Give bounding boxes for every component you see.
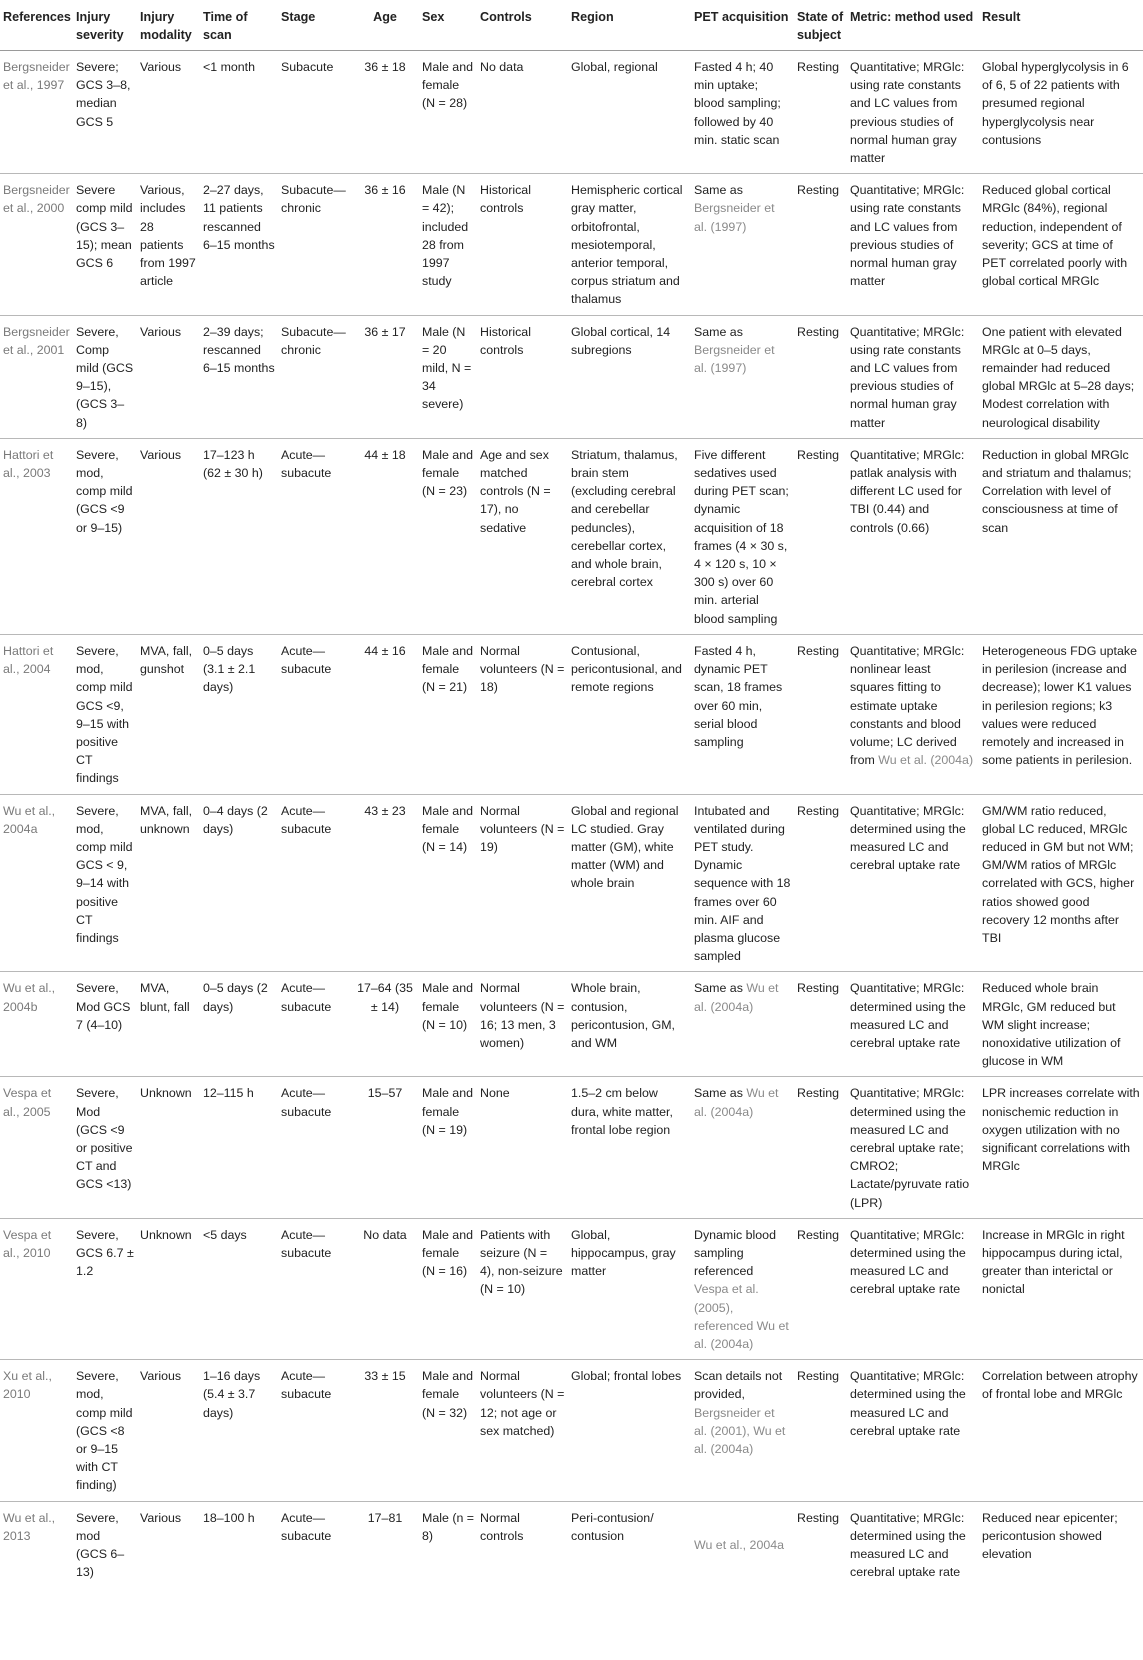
cell-state: Resting xyxy=(794,972,847,1077)
cell-reference: Vespa et al., 2010 xyxy=(0,1218,73,1359)
cell-result: Heterogeneous FDG uptake in perilesion (increase and decrease); lower K1 values in perilesion regions; k3 values were reduced remotely and increased in some patients in perilesion. xyxy=(979,634,1143,794)
cell-metric: Quantitative; MRGlc: determined using the measured LC and cerebral uptake rate; CMRO2; Lactate/pyruvate ratio (LPR) xyxy=(847,1077,979,1218)
sex-text: Male and female xyxy=(422,981,473,1014)
cell-age: 17–81 xyxy=(367,1510,403,1525)
cell-pet xyxy=(691,315,794,438)
cell-time: 0–5 days (3.1 ± 2.1 days) xyxy=(200,634,278,794)
cell-time: 12–115 h xyxy=(200,1077,278,1218)
sex-n: (N = 10) xyxy=(422,1017,468,1032)
pet-text: Intubated and ventilated during PET study. Dynamic sequence with 18 frames over 60 min. AIF and plasma glucose sampled xyxy=(694,803,791,964)
cell-severity: Severe, Mod (GCS <9 or positive CT and GCS <13) xyxy=(73,1077,137,1218)
cell-metric: Quantitative; MRGlc: patlak analysis with different LC used for TBI (0.44) and controls (0.66) xyxy=(847,438,979,634)
cell-pet xyxy=(691,438,794,634)
sex-text: Male and female xyxy=(422,1227,473,1260)
cell-pet xyxy=(691,1360,794,1501)
sex-n: (N = 23) xyxy=(422,484,468,499)
cell-stage: Acute—subacute xyxy=(278,794,351,972)
cell-state: Resting xyxy=(794,1077,847,1218)
cell-reference: Hattori et al., 2003 xyxy=(0,438,73,634)
cell-stage: Acute—subacute xyxy=(281,1510,332,1543)
cell-region: Global cortical, 14 subregions xyxy=(568,315,691,438)
cell-pet xyxy=(691,794,794,972)
cell-result: Global hyperglycolysis in 6 of 6, 5 of 22 patients with presumed regional hyperglycolysis near contusions xyxy=(979,51,1143,174)
cell-region: 1.5–2 cm below dura, white matter, frontal lobe region xyxy=(568,1077,691,1218)
cell-region: Global, regional xyxy=(568,51,691,174)
sex-text: Male and female xyxy=(422,643,473,677)
cell-pet xyxy=(691,1218,794,1359)
cell-time: 0–4 days (2 days) xyxy=(200,794,278,972)
cell-state: Resting xyxy=(794,634,847,794)
sex-n: (N = 21) xyxy=(422,680,468,695)
sex-text: Male and female xyxy=(422,447,473,481)
cell-state: Resting xyxy=(794,315,847,438)
pet-citation[interactable]: Vespa et al. (2005), referenced Wu et al. (2004a) xyxy=(694,1282,789,1351)
cell-modality: Unknown xyxy=(137,1077,200,1218)
cell-metric: Quantitative; MRGlc: using rate constants and LC values from previous studies of normal human gray matter xyxy=(847,174,979,315)
cell-modality: MVA, fall, gunshot xyxy=(137,634,200,794)
cell-modality: Various xyxy=(137,315,200,438)
table-row xyxy=(0,315,1143,438)
cell-sex xyxy=(419,315,477,438)
cell-stage: Acute—subacute xyxy=(278,1218,351,1359)
cell-controls: Normal volunteers (N = 19) xyxy=(477,794,568,972)
cell-state: Resting xyxy=(794,1218,847,1359)
cell-age: 36 ± 17 xyxy=(351,315,419,438)
cell-modality: Various xyxy=(137,1360,200,1501)
sex-text: Male and female xyxy=(422,803,473,836)
cell-sex xyxy=(419,1077,477,1218)
cell-stage: Subacute—chronic xyxy=(278,174,351,315)
cell-time: 17–123 h (62 ± 30 h) xyxy=(200,438,278,634)
cell-modality: MVA, blunt, fall xyxy=(137,972,200,1077)
cell-severity: Severe, mod, comp mild (GCS <8 or 9–15 with CT finding) xyxy=(73,1360,137,1501)
metric-citation[interactable]: Wu et al. (2004a) xyxy=(878,753,974,768)
cell-result: Reduced global cortical MRGlc (84%), regional reduction, independent of severity; GCS at time of PET correlated poorly with global cortical MRGlc xyxy=(979,174,1143,315)
cell-sex xyxy=(419,794,477,972)
sex-text: Male (N = 20 mild, N = 34 severe) xyxy=(422,324,472,412)
cell-severity: Severe, mod, comp mild GCS <9, 9–15 with positive CT findings xyxy=(73,634,137,794)
header-result: Result xyxy=(979,0,1143,51)
cell-severity: Severe, mod (GCS 6–13) xyxy=(76,1510,125,1580)
header-age: Age xyxy=(351,0,419,51)
cell-region: Hemispheric cortical gray matter, orbitofrontal, mesiotemporal, anterior temporal, corpus striatum and thalamus xyxy=(568,174,691,315)
pet-text: Same as xyxy=(694,981,743,996)
cell-state: Resting xyxy=(794,794,847,972)
header-injury-modality: Injury modality xyxy=(137,0,200,51)
cell-age: 15–57 xyxy=(351,1077,419,1218)
cell-result: Reduction in global MRGlc and striatum and thalamus; Correlation with level of consciousness at time of scan xyxy=(979,438,1143,634)
header-injury-severity: Injury severity xyxy=(73,0,137,51)
cell-stage: Subacute xyxy=(278,51,351,174)
header-metric: Metric: method used xyxy=(847,0,979,51)
cell-sex xyxy=(419,1360,477,1501)
cell-metric: Quantitative; MRGlc: determined using the measured LC and cerebral uptake rate xyxy=(847,1218,979,1359)
cell-sex xyxy=(419,51,477,174)
sex-n: (N = 14) xyxy=(422,839,468,854)
cell-age: 44 ± 18 xyxy=(351,438,419,634)
pet-citation[interactable]: Bergsneider et al. (2001), Wu et al. (2004a) xyxy=(694,1405,786,1457)
cell-reference: Xu et al., 2010 xyxy=(0,1360,73,1501)
cell-region: Global; frontal lobes xyxy=(568,1360,691,1501)
sex-text: Male and female xyxy=(422,1369,473,1402)
cell-state: Resting xyxy=(797,1510,840,1525)
cell-pet xyxy=(691,174,794,315)
cell-controls: Normal volunteers (N = 12; not age or sex matched) xyxy=(477,1360,568,1501)
cell-state: Resting xyxy=(794,51,847,174)
cell-severity: Severe, GCS 6.7 ± 1.2 xyxy=(73,1218,137,1359)
cell-modality: Various xyxy=(140,1510,182,1525)
cell-modality: Various, includes 28 patients from 1997 article xyxy=(137,174,200,315)
pet-text: Fasted 4 h; 40 min uptake; blood sampling; followed by 40 min. static scan xyxy=(694,60,781,147)
cell-sex xyxy=(419,972,477,1077)
cell-time: 18–100 h xyxy=(203,1510,255,1525)
cell-result: Reduced near epicenter; pericontusion showed elevation xyxy=(982,1510,1118,1562)
cell-reference: Bergsneider et al., 2001 xyxy=(0,315,73,438)
header-time-of-scan: Time of scan xyxy=(200,0,278,51)
cell-severity: Severe, Comp mild (GCS 9–15), (GCS 3–8) xyxy=(73,315,137,438)
sex-text: Male and female xyxy=(422,1086,473,1119)
cell-controls: Normal volunteers (N = 18) xyxy=(477,634,568,794)
table-row xyxy=(0,438,1143,634)
pet-text: Five different sedatives used during PET scan; dynamic acquisition of 18 frames (4 × 30 s, 4 × 120 s, 10 × 300 s) over 60 min. arterial blood sampling xyxy=(694,447,789,626)
header-row xyxy=(0,0,1143,51)
cell-metric: Quantitative; MRGlc: determined using the measured LC and cerebral uptake rate xyxy=(847,972,979,1077)
cell-sex xyxy=(419,438,477,634)
cell-controls: Historical controls xyxy=(477,174,568,315)
cell-severity: Severe; GCS 3–8, median GCS 5 xyxy=(73,51,137,174)
cell-sex xyxy=(419,634,477,794)
cell-reference: Wu et al., 2004b xyxy=(0,972,73,1077)
cell-state: Resting xyxy=(794,438,847,634)
cell-reference: Vespa et al., 2005 xyxy=(0,1077,73,1218)
sex-text: Male and female xyxy=(422,60,473,93)
cell-modality: Various xyxy=(137,51,200,174)
cell-stage: Acute—subacute xyxy=(278,1360,351,1501)
pet-citation[interactable]: Bergsneider et al. (1997) xyxy=(694,342,775,376)
header-stage: Stage xyxy=(278,0,351,51)
pet-text: Same as xyxy=(694,324,743,339)
sex-n: (N = 32) xyxy=(422,1405,468,1420)
pet-citation[interactable]: Wu et al. (2004a) xyxy=(694,1086,779,1119)
pet-citation[interactable]: Wu et al., 2004a xyxy=(694,1537,785,1552)
sex-text: Male xyxy=(422,1510,449,1525)
header-references: References xyxy=(0,0,73,51)
cell-stage: Acute—subacute xyxy=(278,972,351,1077)
pet-text: Same as xyxy=(694,183,743,198)
cell-severity: Severe comp mild (GCS 3–15); mean GCS 6 xyxy=(73,174,137,315)
cell-stage: Acute—subacute xyxy=(278,1077,351,1218)
header-controls: Controls xyxy=(477,0,568,51)
cell-age: 36 ± 16 xyxy=(351,174,419,315)
cell-age: 36 ± 18 xyxy=(351,51,419,174)
cell-controls: Historical controls xyxy=(477,315,568,438)
sex-n: (N = 19) xyxy=(422,1122,468,1137)
cell-result: GM/WM ratio reduced, global LC reduced, MRGlc reduced in GM but not WM; GM/WM ratios of MRGlc correlated with GCS, higher ratios showed good recovery 12 months after TBI xyxy=(979,794,1143,972)
cell-age: 33 ± 15 xyxy=(351,1360,419,1501)
metric-text: Quantitative; MRGlc: nonlinear least squares fitting to estimate uptake constants and blood volume; LC derived from xyxy=(850,643,965,768)
table-row xyxy=(0,1077,1143,1218)
sex-text: Male (N = 42); included 28 from 1997 study xyxy=(422,183,469,289)
header-sex: Sex xyxy=(419,0,477,51)
cell-pet xyxy=(691,1501,794,1587)
table-row xyxy=(0,794,1143,972)
table-row xyxy=(0,634,1143,794)
cell-stage: Acute—subacute xyxy=(278,634,351,794)
cell-time: <1 month xyxy=(200,51,278,174)
cell-region: Global and regional LC studied. Gray matter (GM), white matter (WM) and whole brain xyxy=(568,794,691,972)
pet-text: Same as xyxy=(694,1086,743,1101)
cell-region: Peri-contusion/ contusion xyxy=(571,1510,654,1543)
cell-age: 17–64 (35 ± 14) xyxy=(351,972,419,1077)
header-region: Region xyxy=(568,0,691,51)
cell-controls: Normal volunteers (N = 16; 13 men, 3 women) xyxy=(477,972,568,1077)
cell-pet xyxy=(691,634,794,794)
cell-time: <5 days xyxy=(200,1218,278,1359)
cell-controls: No data xyxy=(477,51,568,174)
cell-result: Reduced whole brain MRGlc, GM reduced but WM slight increase; nonoxidative utilization of glucose in WM xyxy=(979,972,1143,1077)
cell-reference: Bergsneider et al., 2000 xyxy=(0,174,73,315)
cell-pet xyxy=(691,1077,794,1218)
cell-modality: MVA, fall, unknown xyxy=(137,794,200,972)
table-row xyxy=(0,1218,1143,1359)
sex-n: (N = 16) xyxy=(422,1264,468,1279)
cell-stage: Subacute—chronic xyxy=(278,315,351,438)
cell-modality: Unknown xyxy=(137,1218,200,1359)
cell-controls: None xyxy=(477,1077,568,1218)
cell-region: Global, hippocampus, gray matter xyxy=(568,1218,691,1359)
table-row xyxy=(0,972,1143,1077)
cell-time: 2–27 days, 11 patients rescanned 6–15 months xyxy=(200,174,278,315)
cell-time: 2–39 days; rescanned 6–15 months xyxy=(200,315,278,438)
cell-metric xyxy=(847,634,979,794)
cell-metric: Quantitative; MRGlc: determined using the measured LC and cerebral uptake rate xyxy=(850,1510,966,1580)
cell-reference: Bergsneider et al., 1997 xyxy=(0,51,73,174)
cell-age: 43 ± 23 xyxy=(351,794,419,972)
cell-severity: Severe, mod, comp mild GCS < 9, 9–14 with positive CT findings xyxy=(73,794,137,972)
cell-metric: Quantitative; MRGlc: determined using the measured LC and cerebral uptake rate xyxy=(847,794,979,972)
cell-age: No data xyxy=(351,1218,419,1359)
pet-citation[interactable]: Bergsneider et al. (1997) xyxy=(694,201,775,234)
sex-n: (n = 8) xyxy=(422,1510,475,1543)
pet-text: Fasted 4 h, dynamic PET scan, 18 frames over 60 min, serial blood sampling xyxy=(694,643,783,749)
cell-reference: Hattori et al., 2004 xyxy=(0,634,73,794)
cell-state: Resting xyxy=(794,174,847,315)
sex-n: (N = 28) xyxy=(422,96,468,111)
cell-age: 44 ± 16 xyxy=(351,634,419,794)
table-row xyxy=(0,1360,1143,1501)
cell-severity: Severe, Mod GCS 7 (4–10) xyxy=(73,972,137,1077)
cell-result: Increase in MRGlc in right hippocampus during ictal, greater than interictal or nonictal xyxy=(979,1218,1143,1359)
cell-modality: Various xyxy=(137,438,200,634)
cell-pet xyxy=(691,51,794,174)
cell-time: 1–16 days (5.4 ± 3.7 days) xyxy=(200,1360,278,1501)
cell-controls: Patients with seizure (N = 4), non-seizure (N = 10) xyxy=(477,1218,568,1359)
pet-text: Scan details not provided, xyxy=(694,1369,783,1402)
cell-result: One patient with elevated MRGlc at 0–5 days, remainder had reduced global MRGlc at 5–28 days; Modest correlation with neurological disability xyxy=(979,315,1143,438)
table-row xyxy=(0,174,1143,315)
header-state-of-subject: State of subject xyxy=(794,0,847,51)
cell-sex xyxy=(419,1218,477,1359)
cell-result: Correlation between atrophy of frontal lobe and MRGlc xyxy=(979,1360,1143,1501)
pet-citation[interactable]: Wu et al. (2004a) xyxy=(694,981,779,1014)
table-row xyxy=(0,51,1143,174)
cell-controls: Normal controls xyxy=(480,1510,524,1543)
cell-stage: Acute—subacute xyxy=(278,438,351,634)
pet-text: Dynamic blood sampling referenced xyxy=(694,1227,776,1279)
cell-region: Contusional, pericontusional, and remote regions xyxy=(568,634,691,794)
cell-metric: Quantitative; MRGlc: using rate constants and LC values from previous studies of normal human gray matter xyxy=(847,51,979,174)
cell-severity: Severe, mod, comp mild (GCS <9 or 9–15) xyxy=(73,438,137,634)
cell-region: Striatum, thalamus, brain stem (excluding cerebral and cerebellar peduncles), cerebellar cortex, and whole brain, cerebral cortex xyxy=(568,438,691,634)
cell-state: Resting xyxy=(794,1360,847,1501)
cell-reference: Wu et al., 2004a xyxy=(0,794,73,972)
table-row xyxy=(0,1501,1143,1587)
cell-pet xyxy=(691,972,794,1077)
cell-metric: Quantitative; MRGlc: determined using the measured LC and cerebral uptake rate xyxy=(847,1360,979,1501)
cell-sex xyxy=(419,174,477,315)
header-pet-acquisition: PET acquisition xyxy=(691,0,794,51)
cell-time: 0–5 days (2 days) xyxy=(200,972,278,1077)
cell-reference: Wu et al., 2013 xyxy=(3,1510,56,1543)
cell-result: LPR increases correlate with nonischemic reduction in oxygen utilization with no significant correlations with MRGlc xyxy=(979,1077,1143,1218)
cell-sex xyxy=(419,1501,477,1587)
cell-controls: Age and sex matched controls (N = 17), no sedative xyxy=(477,438,568,634)
cell-metric: Quantitative; MRGlc: using rate constants and LC values from previous studies of normal human gray matter xyxy=(847,315,979,438)
cell-region: Whole brain, contusion, pericontusion, GM, and WM xyxy=(568,972,691,1077)
